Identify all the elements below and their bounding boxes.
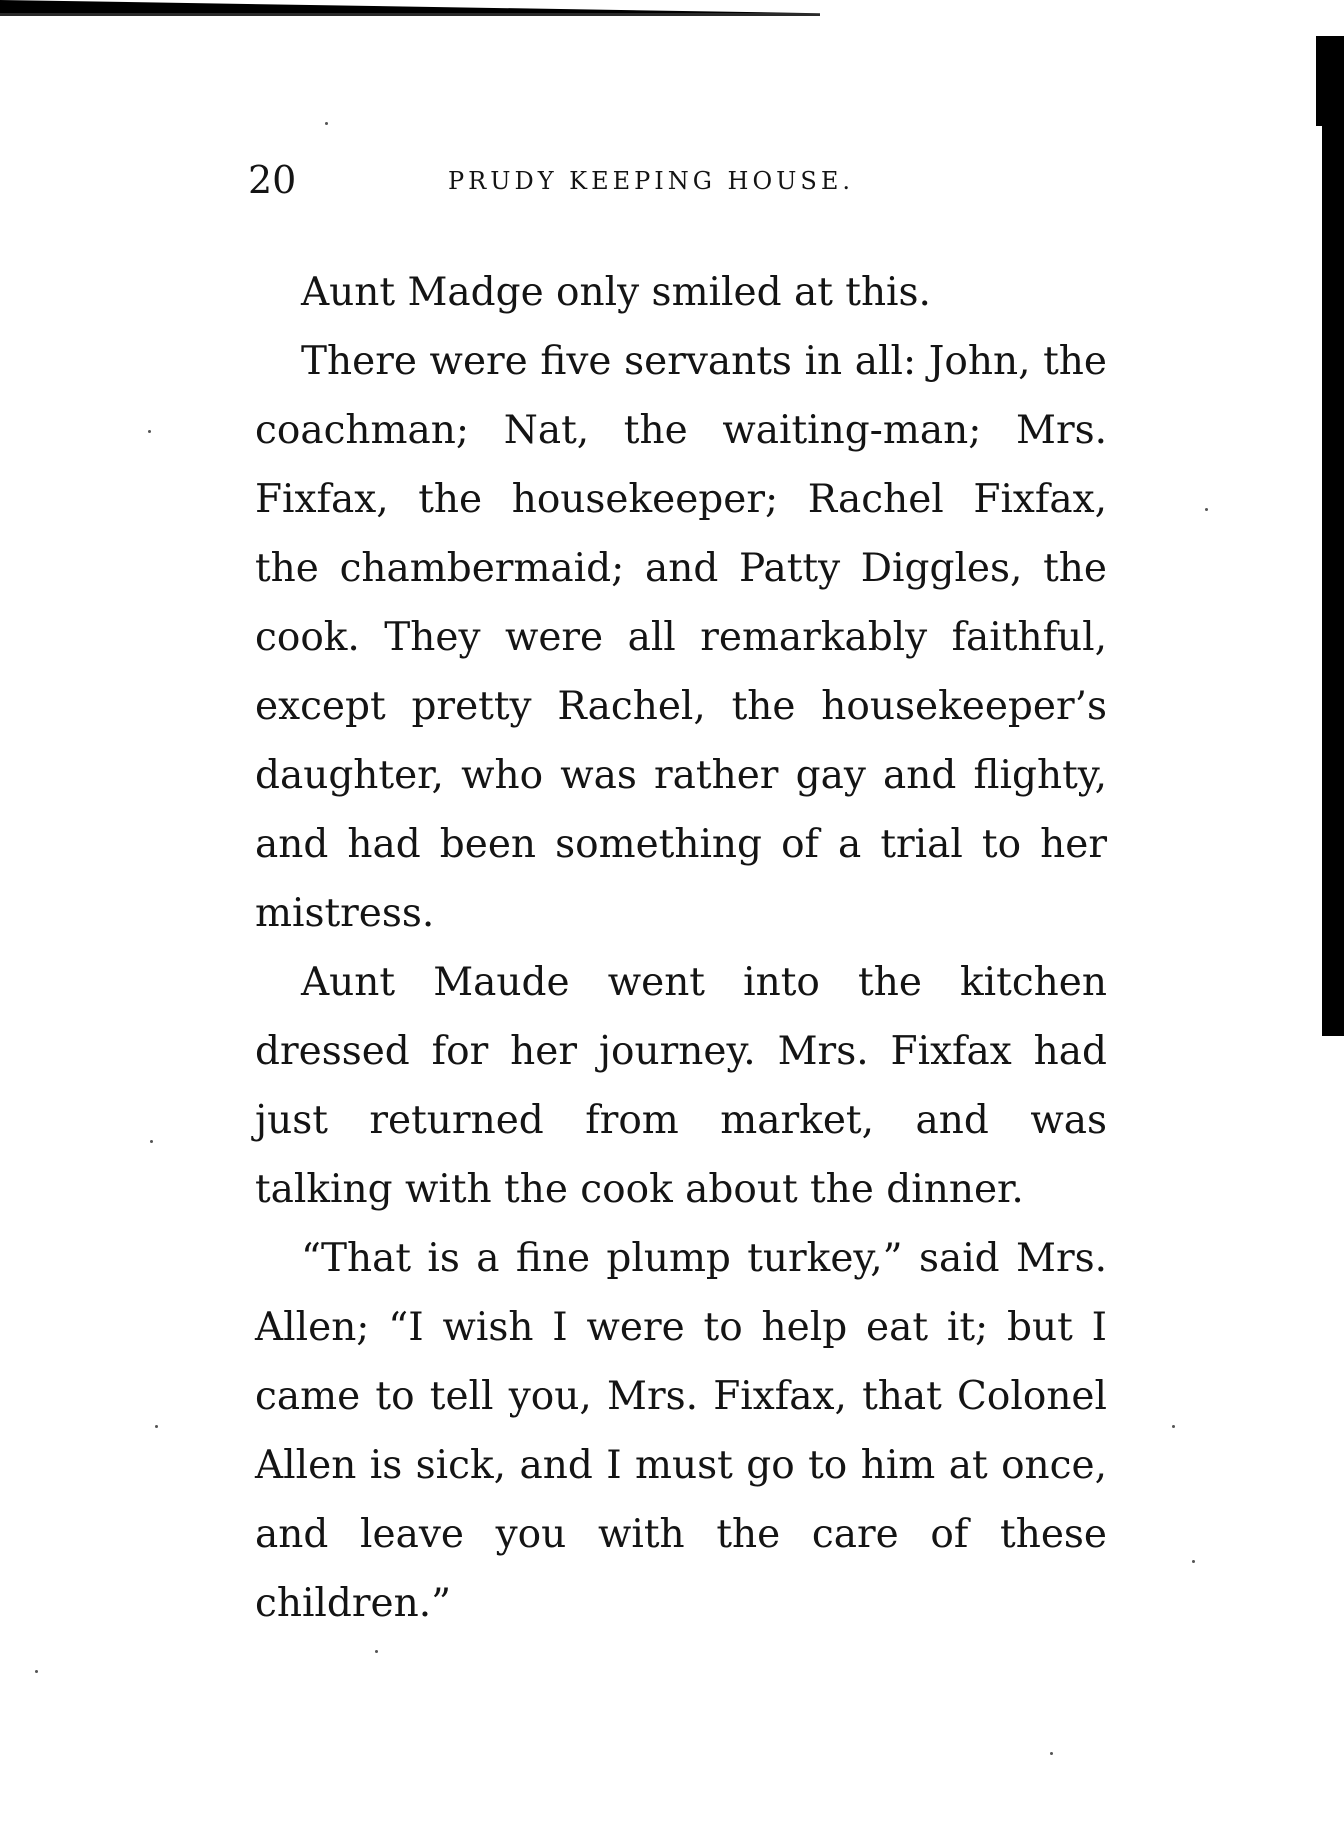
scan-speck — [375, 1650, 378, 1653]
paragraph: Aunt Maude went into the kitchen dressed for her journey. Mrs. Fixfax had just returned from market, and was talking with the cook about the dinner. — [255, 960, 1107, 1212]
scan-speck — [325, 122, 328, 125]
scan-speck — [148, 430, 151, 433]
scan-speck — [1050, 1752, 1053, 1755]
scan-speck — [1192, 1560, 1195, 1563]
top-border-rule — [0, 0, 820, 22]
scan-speck — [35, 1670, 38, 1673]
paragraph: “That is a fine plump turkey,” said Mrs. Allen; “I wish I were to help eat it; but I came to tell you, Mrs. Fixfax, that Colonel Allen is sick, and I must go to him at once, and leave you with the care of these children.” — [255, 1236, 1107, 1626]
paragraph: Aunt Madge only smiled at this. — [301, 270, 931, 315]
scan-speck — [155, 1425, 158, 1428]
body-text — [255, 258, 1107, 1638]
scan-speck — [1205, 508, 1208, 511]
paragraph: There were five servants in all: John, the coachman; Nat, the waiting-man; Mrs. Fixfax, the housekeeper; Rachel Fixfax, the chambermaid; and Patty Diggles, the cook. They were all remarkably faithful, except pretty Rachel, the housekeeper’s daughter, who was rather gay and flighty, and had been something of a trial to her mistress. — [255, 339, 1107, 936]
scan-speck — [150, 1140, 153, 1143]
page-number: 20 — [248, 158, 297, 202]
right-page-edge — [1322, 36, 1344, 1036]
running-head: PRUDY KEEPING HOUSE. — [448, 167, 854, 195]
scan-speck — [1172, 1425, 1175, 1428]
page-header — [248, 150, 898, 210]
right-page-edge-notch — [1316, 36, 1324, 126]
